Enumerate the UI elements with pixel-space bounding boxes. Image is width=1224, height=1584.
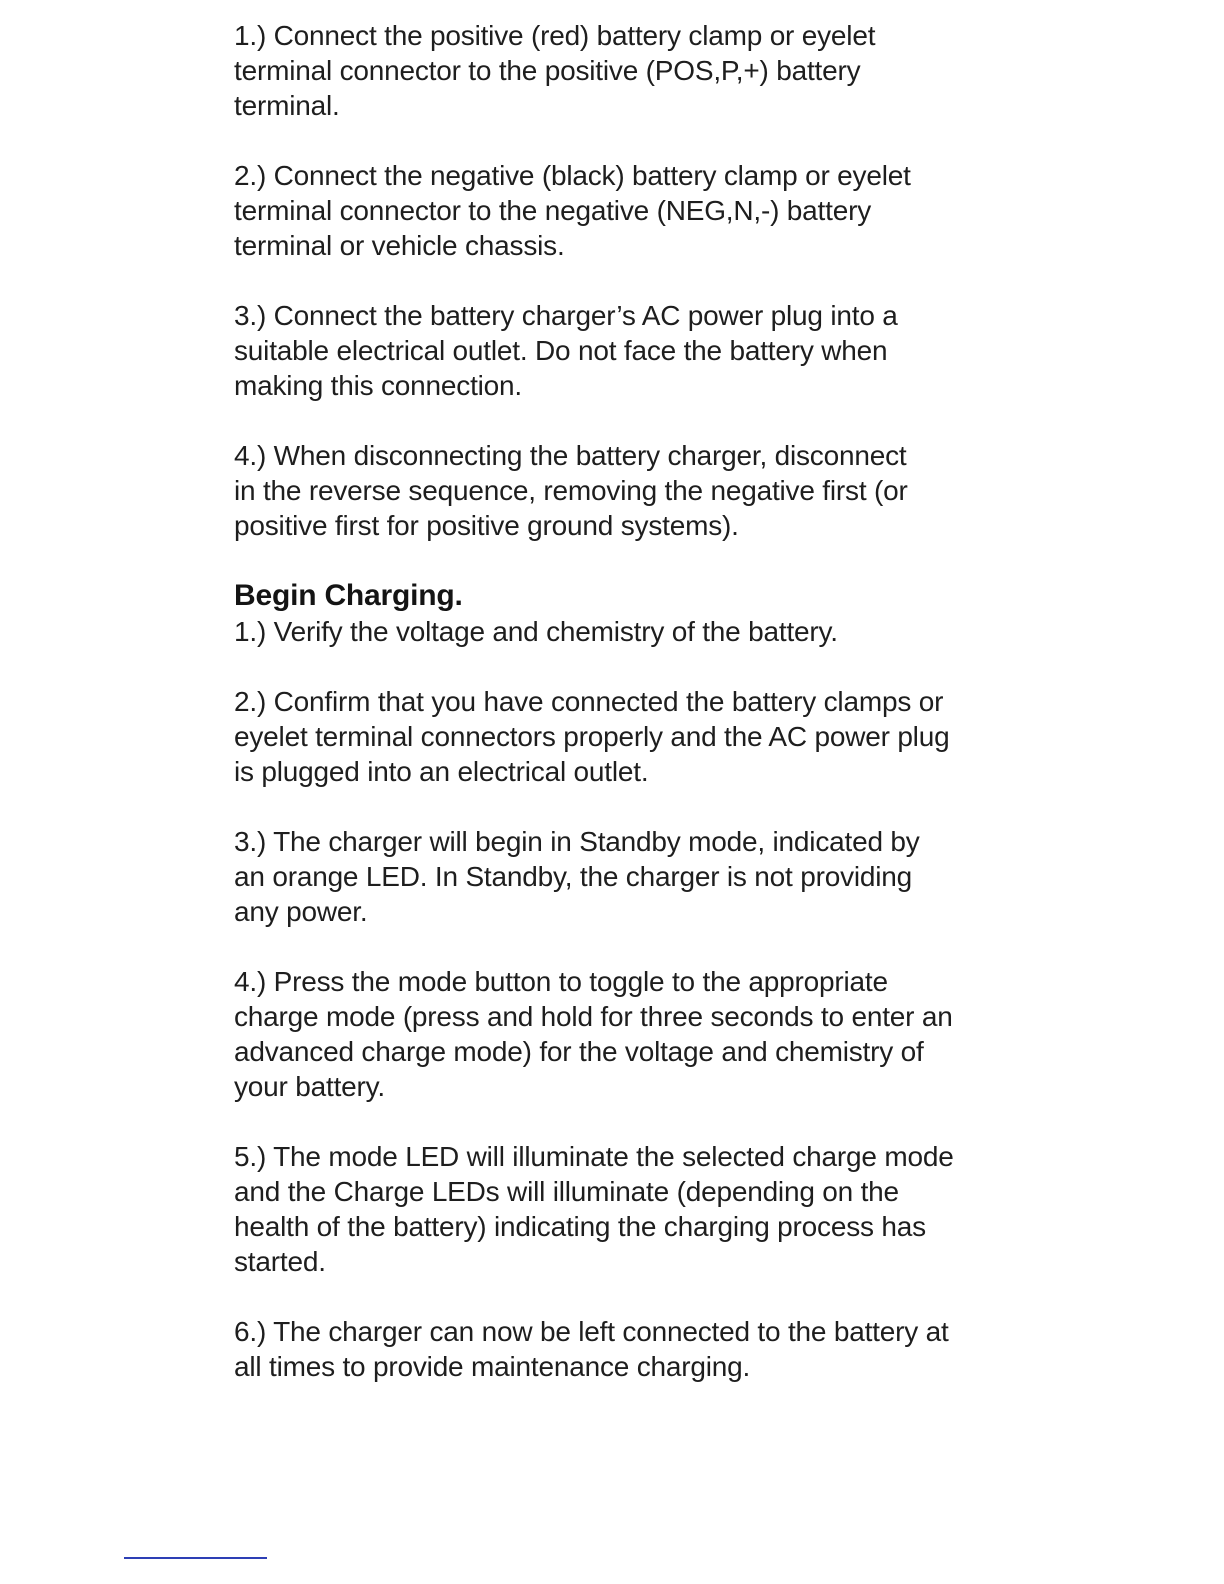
- step-line: eyelet terminal connectors properly and the AC power plug: [234, 721, 950, 752]
- step-line: health of the battery) indicating the charging process has: [234, 1211, 926, 1242]
- step-line: your battery.: [234, 1071, 385, 1102]
- connect-step-1: [234, 18, 1014, 123]
- step-line: 4.) Press the mode button to toggle to the appropriate: [234, 966, 888, 997]
- section-heading: Begin Charging.: [234, 579, 463, 612]
- step-line: started.: [234, 1246, 326, 1277]
- charging-step-6: [234, 1314, 1014, 1384]
- footer-divider: [124, 1557, 267, 1559]
- document-body: [234, 18, 1014, 1384]
- begin-charging-section: [234, 577, 1014, 1384]
- step-line: 4.) When disconnecting the battery charger, disconnect: [234, 440, 907, 471]
- step-line: any power.: [234, 896, 368, 927]
- step-line: terminal connector to the negative (NEG,N,-) battery: [234, 195, 871, 226]
- step-line: 3.) The charger will begin in Standby mode, indicated by: [234, 826, 920, 857]
- step-line: advanced charge mode) for the voltage and chemistry of: [234, 1036, 924, 1067]
- step-line: charge mode (press and hold for three seconds to enter an: [234, 1001, 953, 1032]
- connect-step-2: [234, 158, 1014, 263]
- step-line: 2.) Confirm that you have connected the battery clamps or: [234, 686, 944, 717]
- charging-step-1: [234, 614, 1014, 649]
- step-line: an orange LED. In Standby, the charger is not providing: [234, 861, 913, 892]
- step-line: in the reverse sequence, removing the negative first (or: [234, 475, 908, 506]
- step-line: 1.) Verify the voltage and chemistry of the battery.: [234, 616, 838, 647]
- step-line: 6.) The charger can now be left connected to the battery at: [234, 1316, 949, 1347]
- step-line: terminal or vehicle chassis.: [234, 230, 565, 261]
- charging-step-3: [234, 824, 1014, 929]
- step-line: terminal.: [234, 90, 340, 121]
- connect-step-3: [234, 298, 1014, 403]
- step-line: terminal connector to the positive (POS,P,+) battery: [234, 55, 861, 86]
- step-line: is plugged into an electrical outlet.: [234, 756, 649, 787]
- charging-step-2: [234, 684, 1014, 789]
- charging-step-5: [234, 1139, 1014, 1279]
- step-line: 1.) Connect the positive (red) battery clamp or eyelet: [234, 20, 876, 51]
- connect-step-4: [234, 438, 1014, 543]
- charging-step-4: [234, 964, 1014, 1104]
- step-line: 2.) Connect the negative (black) battery clamp or eyelet: [234, 160, 911, 191]
- step-line: all times to provide maintenance charging.: [234, 1351, 751, 1382]
- step-line: suitable electrical outlet. Do not face the battery when: [234, 335, 888, 366]
- step-line: and the Charge LEDs will illuminate (depending on the: [234, 1176, 899, 1207]
- connection-steps: [234, 18, 1014, 543]
- step-line: 5.) The mode LED will illuminate the selected charge mode: [234, 1141, 954, 1172]
- step-line: making this connection.: [234, 370, 523, 401]
- step-line: positive first for positive ground systems).: [234, 510, 739, 541]
- step-line: 3.) Connect the battery charger’s AC power plug into a: [234, 300, 898, 331]
